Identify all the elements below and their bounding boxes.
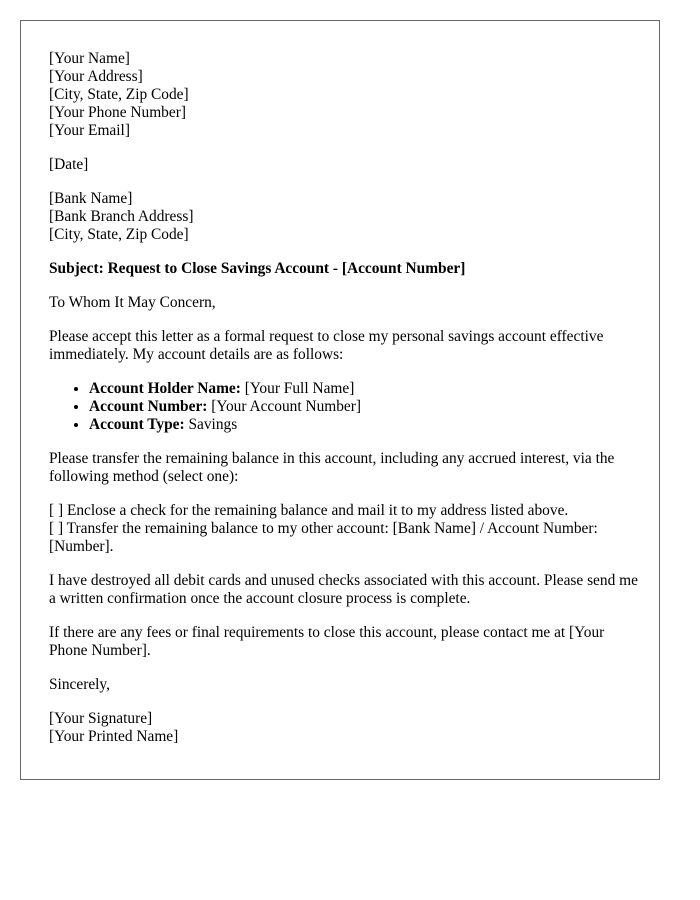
account-holder-label: Account Holder Name: bbox=[89, 380, 241, 397]
sender-block bbox=[49, 50, 639, 140]
account-holder-value: [Your Full Name] bbox=[240, 380, 355, 397]
account-number-value: [Your Account Number] bbox=[207, 398, 362, 415]
check-option: [ ] Enclose a check for the remaining balance and mail it to my address listed above. bbox=[49, 502, 569, 519]
intro-paragraph: Please accept this letter as a formal request to close my personal savings account effective immediately. My account details are as follows: bbox=[49, 328, 604, 363]
sender-city-state-zip: [City, State, Zip Code] bbox=[49, 86, 189, 103]
recipient-bank-name: [Bank Name] bbox=[49, 190, 133, 207]
options-block bbox=[49, 502, 639, 556]
closing: Sincerely, bbox=[49, 676, 110, 693]
account-number-label: Account Number: bbox=[89, 398, 208, 415]
sender-name: [Your Name] bbox=[49, 50, 130, 67]
sender-email: [Your Email] bbox=[49, 122, 130, 139]
letter-date: [Date] bbox=[49, 156, 89, 173]
recipient-city-state-zip: [City, State, Zip Code] bbox=[49, 226, 189, 243]
cards-paragraph: I have destroyed all debit cards and unused checks associated with this account. Please send me a written confirmation once the account closure process is complete. bbox=[49, 572, 638, 607]
transfer-paragraph: Please transfer the remaining balance in this account, including any accrued interest, via the following method (select one): bbox=[49, 450, 615, 485]
account-number-item bbox=[89, 398, 639, 416]
printed-name: [Your Printed Name] bbox=[49, 728, 179, 745]
account-holder-item bbox=[89, 380, 639, 398]
recipient-block bbox=[49, 190, 639, 244]
fees-paragraph: If there are any fees or final requirements to close this account, please contact me at [Your Phone Number]. bbox=[49, 624, 605, 659]
account-type-item bbox=[89, 416, 639, 434]
sender-phone: [Your Phone Number] bbox=[49, 104, 186, 121]
salutation: To Whom It May Concern, bbox=[49, 294, 216, 311]
letter-body bbox=[49, 50, 639, 746]
recipient-branch-address: [Bank Branch Address] bbox=[49, 208, 194, 225]
account-details-list bbox=[49, 380, 639, 434]
date-block bbox=[49, 156, 639, 174]
subject-line: Subject: Request to Close Savings Account - [Account Number] bbox=[49, 260, 466, 277]
signature: [Your Signature] bbox=[49, 710, 153, 727]
sender-address: [Your Address] bbox=[49, 68, 143, 85]
account-type-label: Account Type: bbox=[89, 416, 185, 433]
transfer-option: [ ] Transfer the remaining balance to my other account: [Bank Name] / Account Number: [Number]. bbox=[49, 520, 598, 555]
letter-frame bbox=[20, 20, 660, 780]
account-type-value: Savings bbox=[184, 416, 238, 433]
signature-block bbox=[49, 710, 639, 746]
